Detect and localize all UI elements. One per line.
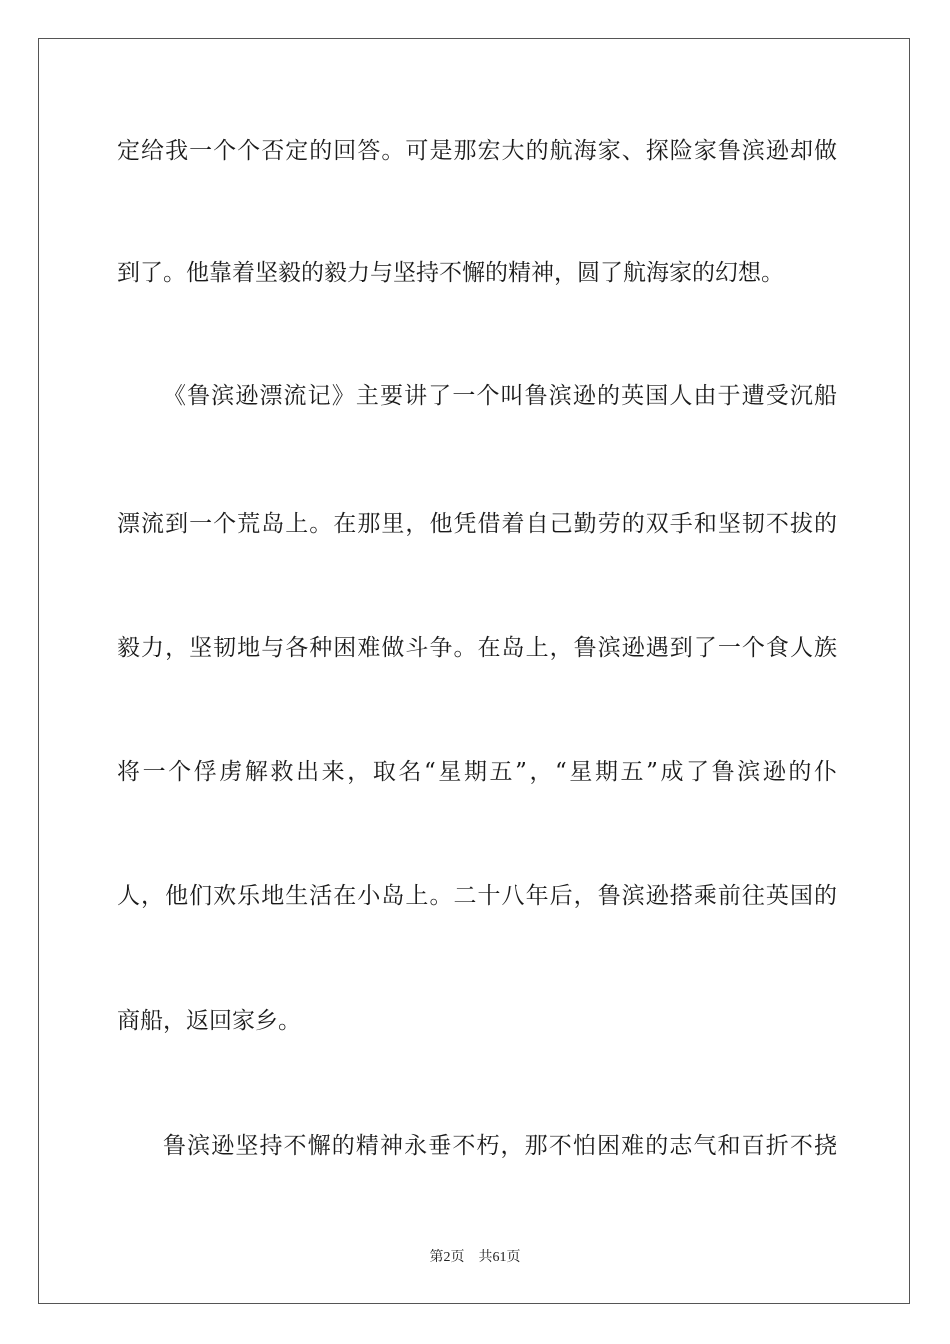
paragraph-line: 漂流到一个荒岛上。在那里，他凭借着自己勤劳的双手和坚韧不拔的 <box>117 511 837 537</box>
paragraph-line: 到了。他靠着坚毅的毅力与坚持不懈的精神，圆了航海家的幻想。 <box>117 260 784 286</box>
paragraph-line: 鲁滨逊坚持不懈的精神永垂不朽，那不怕困难的志气和百折不挠 <box>163 1133 837 1159</box>
paragraph-line: 商船，返回家乡。 <box>117 1008 301 1034</box>
paragraph-line: 人，他们欢乐地生活在小岛上。二十八年后，鲁滨逊搭乘前往英国的 <box>117 883 837 909</box>
paragraph-line: 定给我一个个否定的回答。可是那宏大的航海家、探险家鲁滨逊却做 <box>117 138 837 164</box>
page-border <box>38 38 910 1304</box>
page-footer <box>0 1246 950 1266</box>
paragraph-line: 《鲁滨逊漂流记》主要讲了一个叫鲁滨逊的英国人由于遭受沉船 <box>163 383 837 409</box>
page-number: 第2页 <box>429 1250 465 1265</box>
page-total: 共61页 <box>478 1250 521 1265</box>
paragraph-line: 毅力，坚韧地与各种困难做斗争。在岛上，鲁滨逊遇到了一个食人族 <box>117 635 837 661</box>
paragraph-line: 将一个俘虏解救出来，取名“星期五”，“星期五”成了鲁滨逊的仆 <box>117 759 837 785</box>
